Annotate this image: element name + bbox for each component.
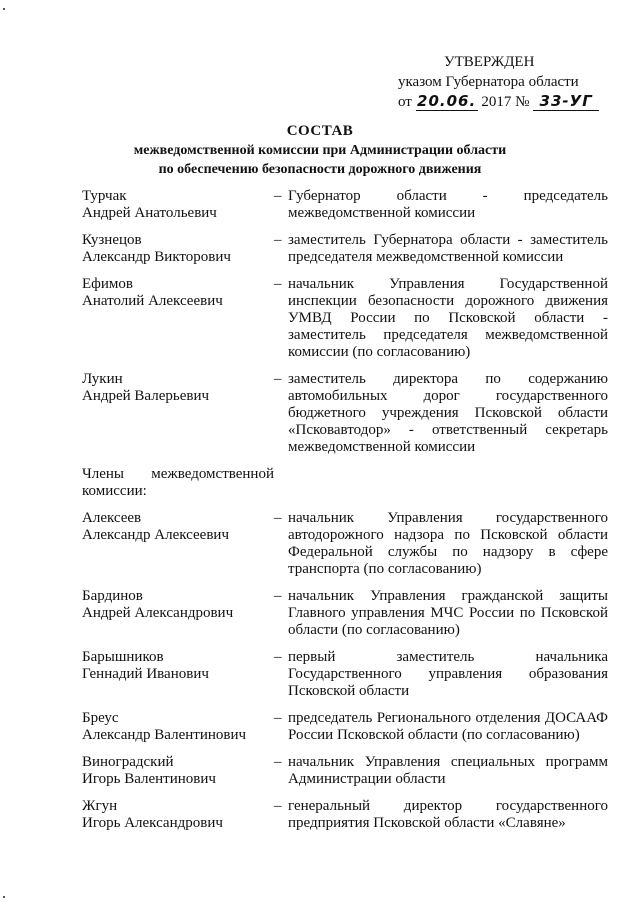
member-name — [82, 188, 274, 222]
member-role: заместитель директора по содержанию автомобильных дорог государственного бюджетного учреждения Псковской области «Псковавтодор» - ответственный секретарь межведомственной комиссии — [288, 371, 608, 455]
list-item — [82, 510, 608, 578]
member-given-name: Игорь Валентинович — [82, 771, 216, 787]
member-given-name: Александр Валентинович — [82, 727, 247, 743]
handwritten-date: 20.06. — [417, 92, 477, 110]
heading-line-1: межведомственной комиссии при Администрации области — [133, 143, 507, 158]
member-name — [82, 649, 274, 700]
member-given-name: Андрей Александрович — [82, 605, 234, 621]
dash: – — [274, 276, 282, 292]
commission-list — [82, 188, 608, 832]
scan-mark — [3, 896, 5, 898]
date-field — [416, 93, 478, 111]
member-given-name: Александр Алексеевич — [82, 527, 229, 543]
scan-mark — [3, 8, 5, 10]
dash: – — [274, 188, 282, 204]
member-role: Губернатор области - председатель межведомственной комиссии — [288, 188, 608, 221]
member-surname: Ефимов — [82, 276, 133, 292]
heading-title: СОСТАВ — [286, 123, 354, 139]
member-given-name: Александр Викторович — [82, 249, 231, 265]
member-name — [82, 276, 274, 361]
member-role: заместитель Губернатора области - заместитель председателя межведомственной комиссии — [288, 232, 608, 265]
member-surname: Лукин — [82, 371, 123, 387]
list-item — [82, 710, 608, 744]
list-item — [82, 588, 608, 639]
list-item — [82, 754, 608, 788]
number-field — [533, 93, 599, 111]
member-given-name: Андрей Валерьевич — [82, 388, 210, 404]
members-label: Члены межведомственной комиссии: — [82, 466, 274, 499]
member-given-name: Игорь Александрович — [82, 815, 223, 831]
handwritten-number: 33-УГ — [539, 92, 593, 110]
document-heading — [0, 122, 640, 179]
member-name — [82, 232, 274, 266]
approval-decree: указом Губернатора области — [398, 74, 579, 90]
heading-line-2: по обеспечению безопасности дорожного движения — [158, 162, 482, 177]
member-surname: Бардинов — [82, 588, 143, 604]
approval-title: УТВЕРЖДЕН — [444, 54, 535, 70]
dash: – — [274, 588, 282, 604]
list-item — [82, 649, 608, 700]
member-role: председатель Регионального отделения ДОСААФ России Псковской области (по согласованию) — [288, 710, 608, 743]
member-surname: Виноградский — [82, 754, 174, 770]
member-role: начальник Управления Государственной инспекции безопасности дорожного движения УМВД России по Псковской области - заместитель председателя межведомственной комиссии (по согласованию) — [288, 276, 608, 360]
dash: – — [274, 798, 282, 814]
approval-date-line — [398, 92, 613, 112]
member-name — [82, 754, 274, 788]
member-name — [82, 710, 274, 744]
member-surname: Турчак — [82, 188, 127, 204]
dash: – — [274, 710, 282, 726]
dash: – — [274, 754, 282, 770]
date-prefix: от — [398, 94, 412, 110]
member-name — [82, 588, 274, 639]
member-name — [82, 798, 274, 832]
year-text: 2017 № — [481, 94, 530, 110]
member-role: начальник Управления специальных программ Администрации области — [288, 754, 608, 787]
member-name — [82, 371, 274, 456]
member-role: первый заместитель начальника Государственного управления образования Псковской области — [288, 649, 608, 699]
member-given-name: Андрей Анатольевич — [82, 205, 217, 221]
list-item — [82, 276, 608, 361]
member-role: начальник Управления государственного автодорожного надзора по Псковской области Федеральной службы по надзору в сфере транспорта (по согласованию) — [288, 510, 608, 577]
dash: – — [274, 371, 282, 387]
member-surname: Бреус — [82, 710, 119, 726]
member-role: начальник Управления гражданской защиты Главного управления МЧС России по Псковской области (по согласованию) — [288, 588, 608, 638]
list-item — [82, 188, 608, 222]
dash: – — [274, 510, 282, 526]
member-surname: Жгун — [82, 798, 118, 814]
member-given-name: Геннадий Иванович — [82, 666, 209, 682]
dash: – — [274, 232, 282, 248]
approval-stamp — [398, 52, 613, 112]
member-name — [82, 510, 274, 578]
member-surname: Алексеев — [82, 510, 142, 526]
member-role: генеральный директор государственного предприятия Псковской области «Славяне» — [288, 798, 608, 831]
member-given-name: Анатолий Алексеевич — [82, 293, 223, 309]
list-item — [82, 798, 608, 832]
member-surname: Барышников — [82, 649, 164, 665]
list-item — [82, 371, 608, 456]
dash: – — [274, 649, 282, 665]
list-item — [82, 232, 608, 266]
member-surname: Кузнецов — [82, 232, 142, 248]
